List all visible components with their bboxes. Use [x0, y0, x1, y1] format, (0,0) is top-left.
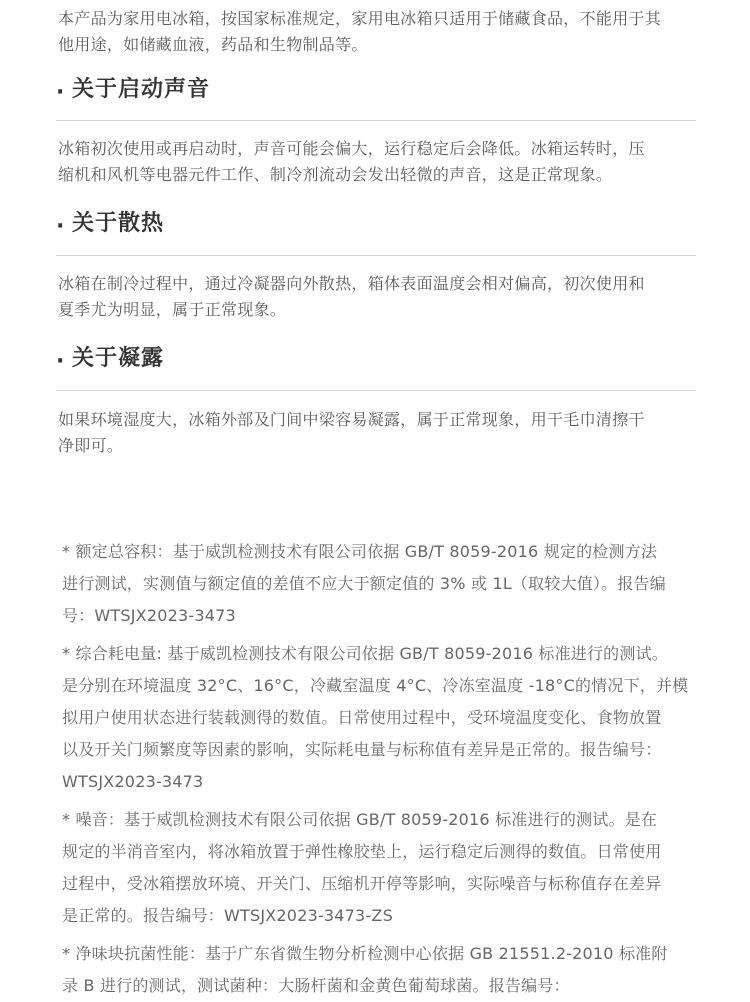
section-paragraph-heat-dissipation: 冰箱在制冷过程中，通过冷凝器向外散热，箱体表面温度会相对偏高，初次使用和 夏季尤为明显，属于正常现象。 — [58, 274, 645, 319]
bullet-dot: · — [56, 80, 65, 105]
footnote-power-consumption: * 综合耗电量: 基于威凯检测技术有限公司依据 GB/T 8059-2016 标准进行的测试。 是分别在环境温度 32°C、16°C，冷藏室温度 4°C、冷冻室温度 -18°C的情况下，并模 拟用户使用状态进行装载测得的数值。日常使用过程中，受环境温度变化、食物放置 以及开关门频繁度等因素的影响，实际耗电量与标称值有差异是正常的。报告编号： WTSJX2023-3473 — [62, 644, 689, 791]
section-paragraph-startup-sound: 冰箱初次使用或再启动时，声音可能会偏大，运行稳定后会降低。冰箱运转时，压 缩机和风机等电器元件工作、制冷剂流动会发出轻微的声音，这是正常现象。 — [58, 139, 645, 184]
intro-paragraph: 本产品为家用电冰箱，按国家标准规定，家用电冰箱只适用于储藏食品，不能用于其 他用途，如储藏血液，药品和生物制品等。 — [58, 9, 662, 54]
section-heading-startup-sound — [56, 74, 696, 114]
footnote-noise: * 噪音：基于威凯检测技术有限公司依据 GB/T 8059-2016 标准进行的测试。是在 规定的半消音室内，将冰箱放置于弹性橡胶垫上，运行稳定后测得的数值。日常使用 过程中，受冰箱摆放环境、开关门、压缩机开停等影响，实际噪音与标称值存在差异 是正常的。报告编号：WTSJX2023-3473-ZS — [62, 810, 662, 925]
footnote-antibacterial: * 净味块抗菌性能：基于广东省微生物分析检测中心依据 GB 21551.2-2010 标准附 录 B 进行的测试，测试菌种：大肠杆菌和金黄色葡萄球菌。报告编号： — [62, 944, 668, 995]
section-paragraph-condensation: 如果环境湿度大，冰箱外部及门间中梁容易凝露，属于正常现象，用干毛巾清擦干 净即可。 — [58, 410, 645, 455]
footnote-rated-volume: * 额定总容积：基于威凯检测技术有限公司依据 GB/T 8059-2016 规定的检测方法 进行测试，实测值与额定值的差值不应大于额定值的 3% 或 1L（取较大值）。报告编 号：WTSJX2023-3473 — [62, 542, 666, 625]
section-divider — [56, 120, 696, 121]
section-title: 关于启动声音 — [72, 77, 211, 102]
bullet-dot: · — [56, 349, 65, 374]
section-title: 关于散热 — [72, 211, 165, 236]
section-heading-heat-dissipation — [56, 208, 696, 248]
section-title: 关于凝露 — [72, 346, 165, 371]
bullet-dot: · — [56, 214, 65, 239]
section-divider — [56, 390, 696, 391]
section-heading-condensation — [56, 343, 696, 383]
section-divider — [56, 255, 696, 256]
